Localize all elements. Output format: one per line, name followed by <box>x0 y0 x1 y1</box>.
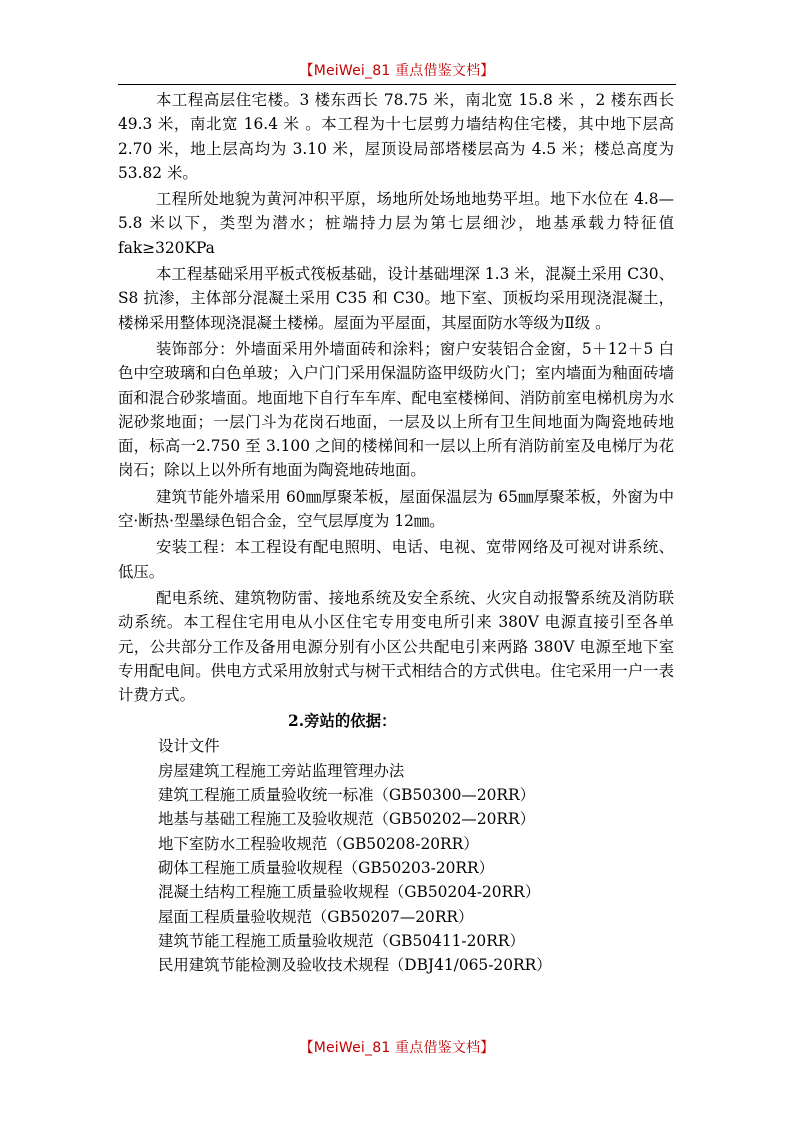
paragraph-project-overview: 本工程高层住宅楼。3 楼东西长 78.75 米，南北宽 15.8 米 ，2 楼东西长 49.3 米，南北宽 16.4 米 。本工程为十七层剪力墙结构住宅楼，其中地下层高 2.70 米，地上层高均为 3.10 米，屋顶设局部塔楼层高为 4.5 米；楼总高度为 53.82 米。 <box>118 91 674 182</box>
basis-list-item: 房屋建筑工程施工旁站监理管理办法 <box>158 761 405 780</box>
basis-list-item: 砌体工程施工质量验收规程（GB50203-20RR） <box>158 858 494 877</box>
basis-list-item: 屋面工程质量验收规范（GB50207—20RR） <box>158 907 474 926</box>
basis-list-item: 混凝土结构工程施工质量验收规程（GB50204-20RR） <box>158 883 541 902</box>
paragraph-site-geology: 工程所处地貌为黄河冲积平原，场地所处场地地势平坦。地下水位在 4.8—5.8 米以下，类型为潜水；桩端持力层为第七层细沙，地基承载力特征值 fak≥320KPa <box>118 190 674 257</box>
footer-banner: 【MeiWei_81 重点借鉴文档】 <box>299 1040 495 1056</box>
basis-list <box>118 734 674 977</box>
basis-list-item: 地下室防水工程验收规范（GB50208-20RR） <box>158 834 479 853</box>
basis-list-item: 设计文件 <box>158 737 220 756</box>
paragraph-power-systems: 配电系统、建筑物防雷、接地系统及安全系统、火灾自动报警系统及消防联动系统。本工程住宅用电从小区住宅专用变电所引来 380V 电源直接引至各单元，公共部分工作及备用电源分别有小区公共配电引来两路 380V 电源至地下室专用配电间。供电方式采用放射式与树干式相结合的方式供电。住宅采用一户一表计费方式。 <box>118 588 674 705</box>
paragraph-foundation: 本工程基础采用平板式筏板基础，设计基础埋深 1.3 米，混凝土采用 C30、S8 抗渗，主体部分混凝土采用 C35 和 C30。地下室、顶板均采用现浇混凝土，楼梯采用整体现浇混凝土楼梯。屋面为平屋面，其屋面防水等级为Ⅱ级 。 <box>118 265 674 332</box>
header-banner: 【MeiWei_81 重点借鉴文档】 <box>299 63 495 79</box>
basis-list-item: 地基与基础工程施工及验收规范（GB50202—20RR） <box>158 810 535 829</box>
basis-list-item: 建筑工程施工质量验收统一标准（GB50300—20RR） <box>158 786 535 805</box>
document-body <box>118 88 674 977</box>
header-divider <box>118 84 676 85</box>
paragraph-decoration: 装饰部分：外墙面采用外墙面砖和涂料；窗户安装铝合金窗，5＋12＋5 白色中空玻璃和白色单玻；入户门门采用保温防盗甲级防火门；室内墙面为釉面砖墙面和混合砂浆墙面。地面地下自行车车库、配电室楼梯间、消防前室电梯机房为水泥砂浆地面；一层门斗为花岗石地面，一层及以上所有卫生间地面为陶瓷地砖地面，标高一2.750 至 3.100 之间的楼梯间和一层以上所有消防前室及电梯厅为花岗石；除以上以外所有地面为陶瓷地砖地面。 <box>118 339 674 480</box>
paragraph-installation: 安装工程：本工程设有配电照明、电话、电视、宽带网络及可视对讲系统、低压。 <box>118 538 674 581</box>
basis-list-item: 民用建筑节能检测及验收技术规程（DBJ41/065-20RR） <box>158 956 552 975</box>
basis-list-item: 建筑节能工程施工质量验收规范（GB50411-20RR） <box>158 931 525 950</box>
paragraph-energy-saving: 建筑节能外墙采用 60㎜厚聚苯板，屋面保温层为 65㎜厚聚苯板，外窗为中空·断热·型墨绿色铝合金，空气层厚度为 12㎜。 <box>118 487 674 531</box>
section-heading-basis: 2.旁站的依据： <box>288 712 397 731</box>
